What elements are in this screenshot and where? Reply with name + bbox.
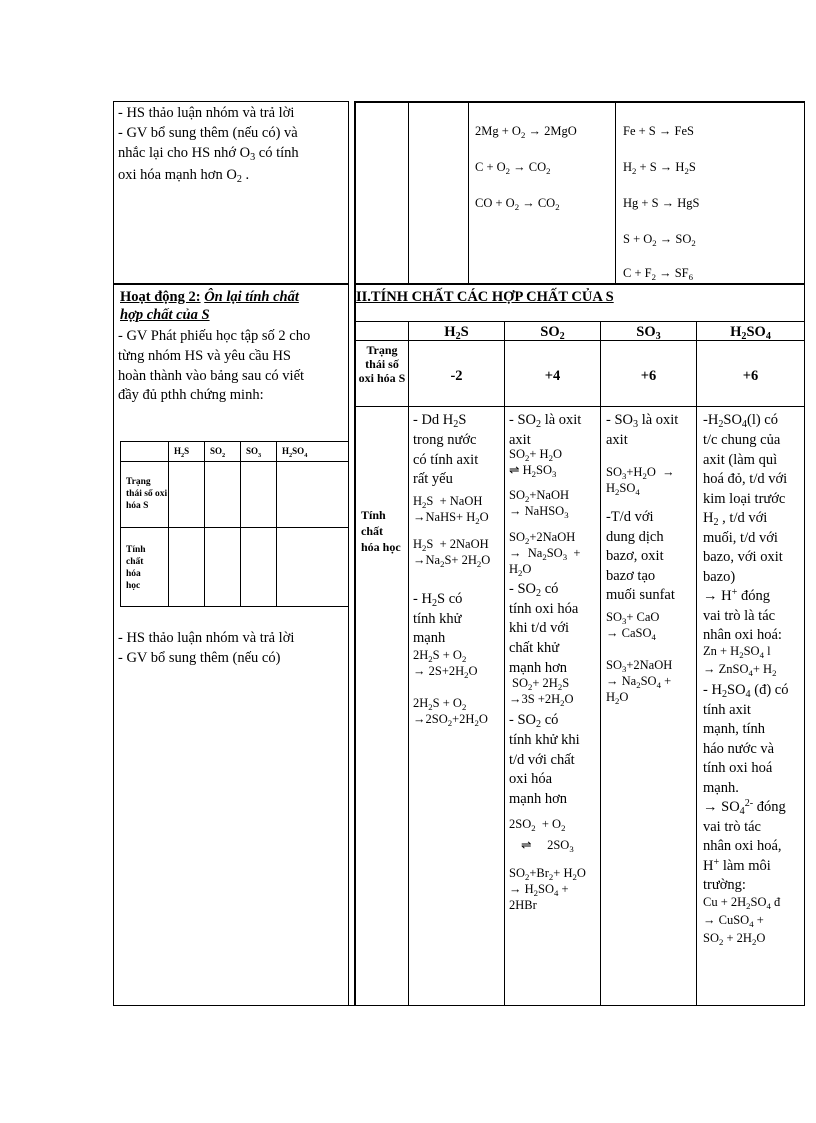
instruction-line: hoàn thành vào bảng sau có viết (118, 368, 305, 384)
col-header-so2: $SO_2$ (540, 324, 565, 342)
equation: $H_2 + S \to H_2S$ (623, 160, 696, 176)
activity-title: Hoạt động 2: Ôn lại tính chất (120, 289, 299, 305)
equation: Hg + S → HgS (623, 196, 700, 210)
row-label-chemistry: Tính chất hóa học (361, 508, 401, 554)
mini-row-label: Trạng thái số oxi hóa S (126, 477, 168, 511)
equation: CO + $O_2 \to CO_2$ (475, 196, 560, 212)
equation: Fe + S → FeS (623, 124, 694, 138)
note-line: - GV bổ sung thêm (nếu có) (118, 650, 281, 666)
instruction-line: - GV Phát phiếu học tập số 2 cho (118, 328, 311, 344)
oxidation-h2so4: +6 (742, 368, 759, 384)
section-title: II.TÍNH CHẤT CÁC HỢP CHẤT CỦA S (356, 289, 614, 305)
equation: $2Mg + O_2 \to 2MgO$ (475, 124, 577, 140)
mini-header: $H_2S$ (174, 446, 190, 459)
note-line: - GV bổ sung thêm (nếu có) và (118, 125, 298, 141)
note-line: - HS thảo luận nhóm và trả lời (118, 630, 295, 646)
note-line: - HS thảo luận nhóm và trả lời (118, 105, 295, 121)
row-label-oxidation: Trạng thái số oxi hóa S (358, 343, 406, 385)
equation: $C + O_2 \to CO_2$ (475, 160, 551, 176)
mini-header: $SO_2$ (210, 446, 226, 459)
mini-header: $SO_3$ (246, 446, 262, 459)
equation: $S + O_2 \to SO_2$ (623, 232, 696, 248)
mini-row-label: Tính chất hóa học (126, 545, 146, 591)
oxidation-h2s: -2 (450, 368, 463, 384)
col-header-so3: $SO_3$ (636, 324, 661, 342)
activity-title-cont: hợp chất của S (120, 307, 210, 323)
note-line: nhắc lại cho HS nhớ $O_3$ có tính (118, 145, 299, 163)
mini-header: $H_2SO_4$ (282, 446, 308, 459)
col-header-h2so4: $H_2SO_4$ (730, 324, 771, 342)
oxidation-so2: +4 (544, 368, 561, 384)
instruction-line: từng nhóm HS và yêu cầu HS (118, 348, 291, 364)
note-line: oxi hóa mạnh hơn $O_2$ . (118, 167, 250, 185)
instruction-line: đầy đủ pthh chứng minh: (118, 387, 264, 403)
oxidation-so3: +6 (640, 368, 657, 384)
equation: $C + F_2 \to SF_6$ (623, 266, 693, 282)
col-header-h2s: $H_2S$ (444, 324, 469, 342)
